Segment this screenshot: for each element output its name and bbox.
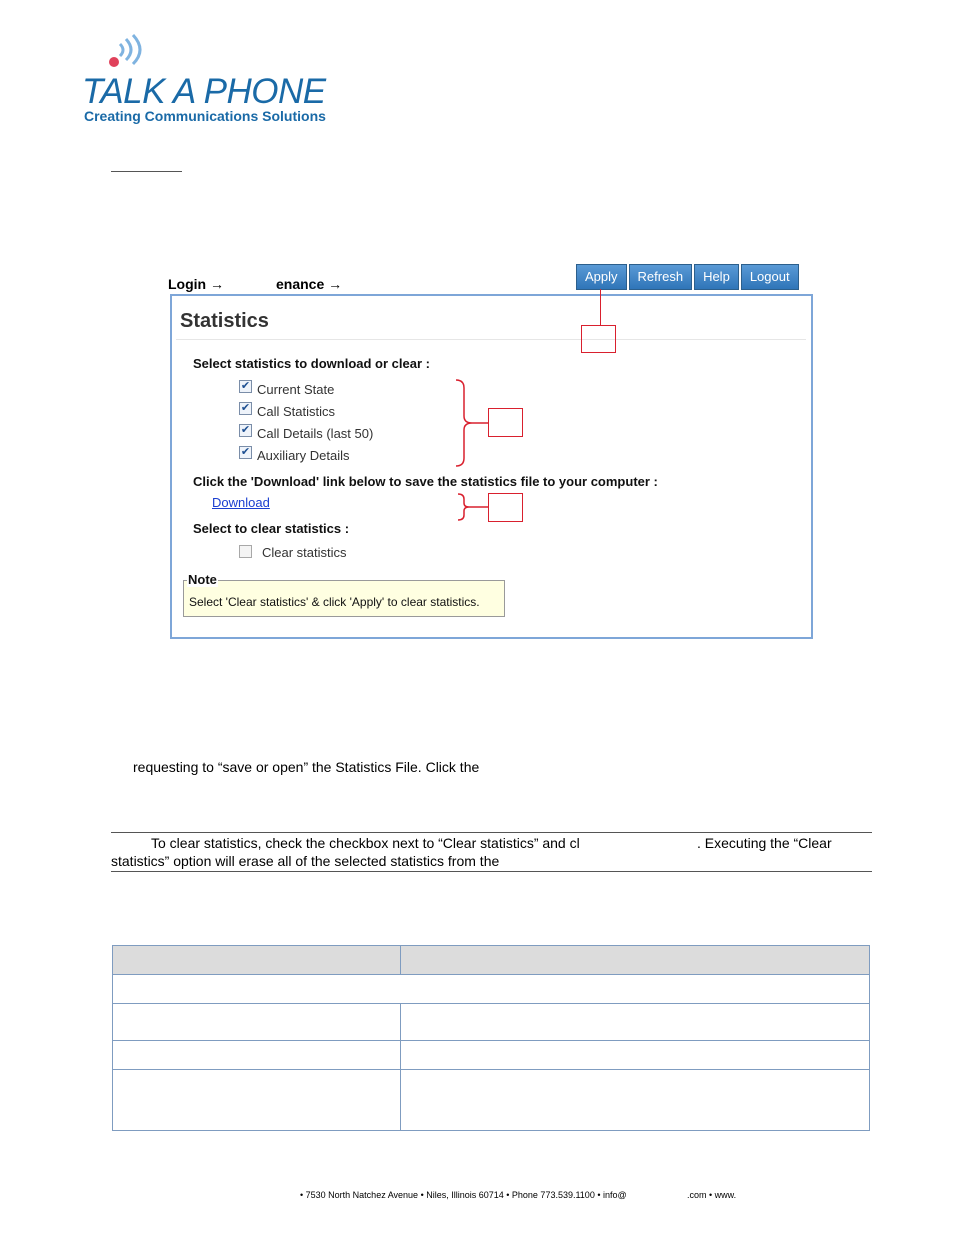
statistics-table — [112, 945, 870, 1131]
clear-note-line2: statistics” option will erase all of the selected statistics from the — [111, 853, 500, 869]
call-details-label: Call Details (last 50) — [257, 426, 374, 441]
table-row — [400, 1003, 870, 1041]
clear-note-line1b: . Executing the “Clear — [697, 835, 832, 851]
title-divider — [176, 339, 806, 340]
call-details-checkbox[interactable]: ✔ — [240, 424, 251, 436]
footer-web: .com • www. — [687, 1190, 737, 1200]
help-button[interactable]: Help — [694, 264, 739, 290]
apply-callout-box — [581, 325, 616, 353]
download-callout-box — [488, 493, 523, 522]
logo-wordmark: TALK A PHONE — [82, 72, 326, 111]
table-row — [112, 1069, 401, 1131]
breadcrumb-maintenance: enance → — [276, 276, 343, 292]
table-header-cell — [400, 945, 870, 975]
logo-signal-icon — [106, 34, 156, 70]
current-state-checkbox[interactable]: ✔ — [240, 380, 251, 392]
call-statistics-label: Call Statistics — [257, 404, 336, 419]
table-row — [400, 1069, 870, 1131]
table-row — [400, 1040, 870, 1070]
note-rule-top — [111, 832, 872, 833]
table-header-cell — [112, 945, 401, 975]
options-callout-box — [488, 408, 523, 437]
download-link[interactable]: Download — [212, 495, 270, 510]
download-callout-bracket — [455, 492, 491, 522]
options-callout-bracket — [452, 378, 492, 468]
auxiliary-details-label: Auxiliary Details — [257, 448, 350, 463]
call-statistics-checkbox[interactable]: ✔ — [240, 402, 251, 414]
save-open-text: requesting to “save or open” the Statistics File. Click the — [133, 759, 480, 775]
table-row — [112, 1003, 401, 1041]
refresh-button[interactable]: Refresh — [629, 264, 693, 290]
table-row — [112, 1040, 401, 1070]
section-rule — [111, 171, 182, 172]
table-section-row — [112, 974, 870, 1004]
logout-button[interactable]: Logout — [741, 264, 799, 290]
page-title: Statistics — [180, 310, 269, 332]
note-title: Note — [188, 572, 217, 587]
note-text: Select 'Clear statistics' & click 'Apply' to clear statistics. — [189, 595, 480, 609]
clear-statistics-checkbox[interactable] — [239, 545, 252, 558]
logo-tagline: Creating Communications Solutions — [84, 108, 326, 124]
select-statistics-label: Select statistics to download or clear : — [193, 356, 430, 371]
footer-address: • 7530 North Natchez Avenue • Niles, Illinois 60714 • Phone 773.539.1100 • info@ — [300, 1190, 627, 1200]
apply-callout-line — [600, 289, 601, 325]
apply-button[interactable]: Apply — [576, 264, 627, 290]
clear-statistics-option-label: Clear statistics — [262, 545, 347, 560]
toolbar — [576, 264, 801, 290]
breadcrumb-login: Login → — [168, 276, 224, 292]
current-state-label: Current State — [257, 382, 335, 397]
auxiliary-details-checkbox[interactable]: ✔ — [240, 446, 251, 458]
download-instruction: Click the 'Download' link below to save the statistics file to your computer : — [193, 474, 658, 489]
clear-statistics-label: Select to clear statistics : — [193, 521, 350, 536]
note-rule-bottom — [111, 871, 872, 872]
clear-note-line1a: To clear statistics, check the checkbox next to “Clear statistics” and cl — [151, 835, 580, 851]
